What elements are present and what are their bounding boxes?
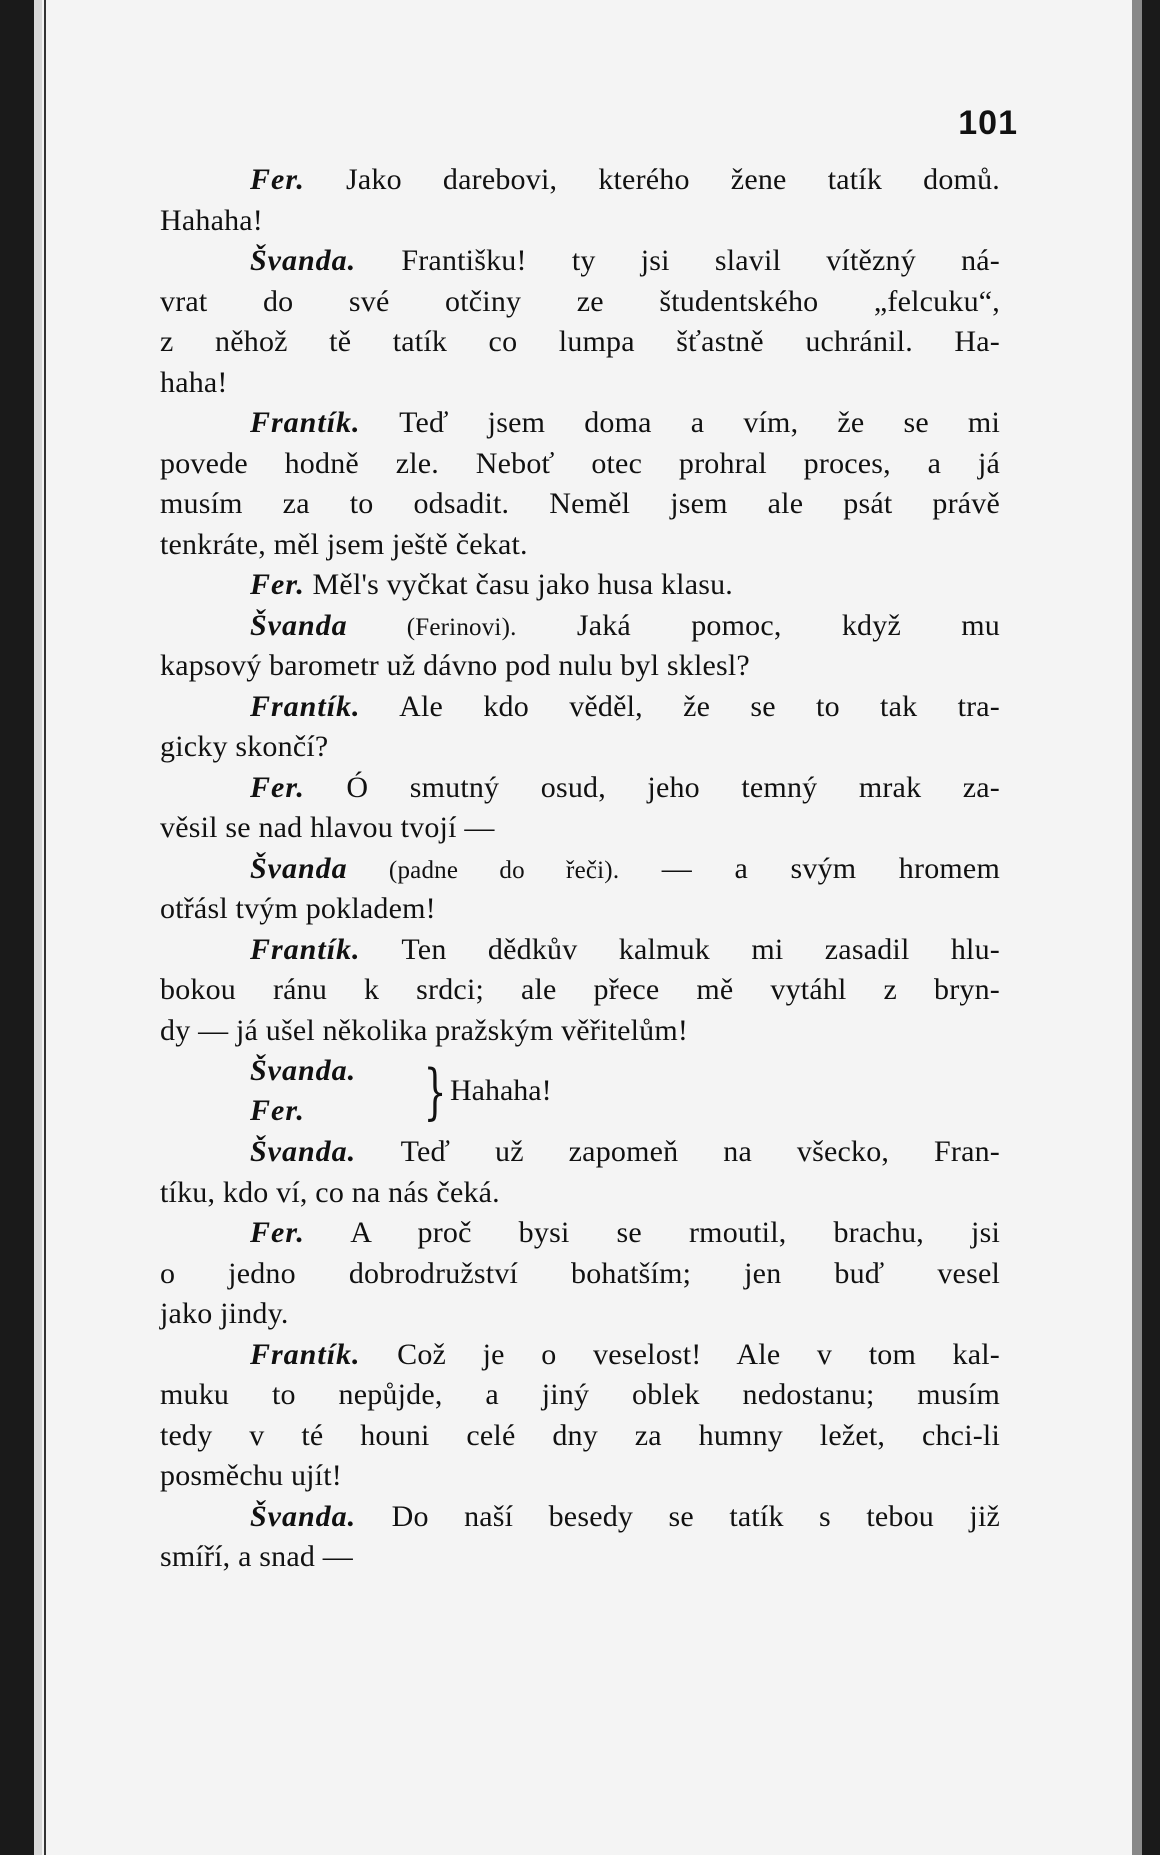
text-line (160, 403, 1000, 444)
line-text: musím za to odsadit. Neměl jsem ale psát právě (160, 487, 1000, 520)
text-line (160, 363, 1000, 404)
text-line (160, 201, 1000, 242)
text-line (160, 525, 1000, 566)
scan-right-edge (1142, 0, 1160, 1855)
line-text: Měl's vyčkat času jako husa klasu. (304, 568, 734, 601)
scan-margin-line (44, 0, 46, 1855)
text-line (160, 727, 1000, 768)
text-line (160, 1011, 1000, 1052)
text-line (160, 565, 1000, 606)
line-text: kapsový barometr už dávno pod nulu byl sklesl? (160, 649, 750, 682)
line-text: vrat do své otčiny ze študentského „felcuku“, (160, 284, 1000, 318)
line-text: A proč bysi se rmoutil, brachu, jsi (304, 1216, 1000, 1249)
line-text: dy — já ušel několika pražským věřitelům! (160, 1013, 689, 1047)
line-text: věsil se nad hlavou tvojí — (160, 811, 495, 844)
dialogue-block-before (160, 160, 1000, 1051)
text-line (160, 889, 1000, 930)
line-text: muku to nepůjde, a jiný oblek nedostanu; musím (160, 1378, 1000, 1411)
speaker-name: Frantík. (250, 1337, 361, 1371)
line-text: jako jindy. (160, 1297, 289, 1330)
speaker-name: Švanda. (250, 1499, 357, 1533)
line-text: Teď jsem doma a vím, že se mi (360, 406, 1000, 439)
line-text: Ten dědkův kalmuk mi zasadil hlu- (360, 932, 1000, 966)
text-line (160, 484, 1000, 525)
speaker-name: Fer. (250, 568, 305, 601)
line-text: Jako darebovi, kterého žene tatík domů. (304, 163, 1000, 196)
text-line (160, 282, 1000, 323)
text-line (160, 687, 1000, 728)
line-text: Hahaha! (160, 203, 264, 237)
text-line (160, 1375, 1000, 1416)
text-line (160, 930, 1000, 971)
speaker-name: Fer. (250, 770, 305, 804)
text-line (160, 160, 1000, 201)
speaker-name: Fer. (250, 1216, 305, 1249)
speaker-name: Fer. (250, 163, 305, 196)
text-line (160, 1537, 1000, 1578)
speaker-name: Švanda. (250, 1135, 357, 1168)
text-line (160, 241, 1000, 282)
text-line (160, 444, 1000, 485)
line-text: Františku! ty jsi slavil vítězný ná- (356, 244, 1000, 277)
text-line (160, 1456, 1000, 1497)
text-line (160, 808, 1000, 849)
text-line (160, 1213, 1000, 1254)
joint-line: Hahaha! (450, 1074, 552, 1107)
text-line (160, 646, 1000, 687)
joint-speaker-1: Švanda. (250, 1054, 357, 1087)
line-text: posměchu ujít! (160, 1459, 342, 1492)
text-line (160, 1335, 1000, 1376)
speaker-name: Frantík. (250, 689, 361, 723)
joint-speaker-2: Fer. (250, 1094, 305, 1127)
dialogue-block-after (160, 1132, 1000, 1578)
text-line (160, 768, 1000, 809)
text-line (160, 1294, 1000, 1335)
line-text: haha! (160, 365, 228, 399)
line-text: Což je o veselost! Ale v tom kal- (360, 1337, 1000, 1371)
speaker-name: Frantík. (250, 406, 361, 439)
stage-direction: (Ferinovi). (347, 613, 517, 641)
speaker-name: Švanda (250, 608, 348, 642)
speaker-name: Frantík. (250, 932, 361, 966)
joint-brace: } (423, 1057, 447, 1127)
text-line (160, 970, 1000, 1011)
line-text: povede hodně zle. Neboť otec prohral proces, a já (160, 446, 1000, 480)
line-text: Ó smutný osud, jeho temný mrak za- (304, 770, 1000, 804)
joint-speech (160, 1051, 1000, 1132)
text-line (160, 1254, 1000, 1295)
line-text: o jedno dobrodružství bohatším; jen buď vesel (160, 1256, 1000, 1290)
line-text: otřásl tvým pokladem! (160, 892, 436, 925)
line-text: bokou ránu k srdci; ale přece mě vytáhl z bryn- (160, 973, 1000, 1006)
speaker-name: Švanda (250, 851, 348, 885)
line-text: z něhož tě tatík co lumpa šťastně uchránil. Ha- (160, 325, 1000, 358)
line-text: tedy v té houni celé dny za humny ležet, chci-li (160, 1418, 1000, 1452)
line-text: tíku, kdo ví, co na nás čeká. (160, 1175, 500, 1209)
line-text: gicky skončí? (160, 730, 329, 763)
line-text: — a svým hromem (619, 851, 1000, 885)
line-text: Jaká pomoc, když mu (516, 608, 1000, 642)
page-number: 101 (958, 104, 1018, 142)
text-line (160, 1497, 1000, 1538)
text-line (160, 1132, 1000, 1173)
stage-direction: (padne do řeči). (347, 856, 620, 884)
speaker-name: Švanda. (250, 244, 357, 277)
line-text: tenkráte, měl jsem ještě čekat. (160, 527, 528, 561)
line-text: Ale kdo věděl, že se to tak tra- (360, 689, 1000, 723)
line-text: smíří, a snad — (160, 1540, 353, 1573)
text-line (160, 1416, 1000, 1457)
text-line (160, 1173, 1000, 1214)
line-text: Do naší besedy se tatík s tebou již (356, 1499, 1000, 1533)
text-line (160, 606, 1000, 647)
text-line (160, 849, 1000, 890)
dialogue-text (160, 160, 1000, 1578)
line-text: Teď už zapomeň na všecko, Fran- (356, 1135, 1000, 1168)
text-line (160, 322, 1000, 363)
scan-left-edge (0, 0, 34, 1855)
